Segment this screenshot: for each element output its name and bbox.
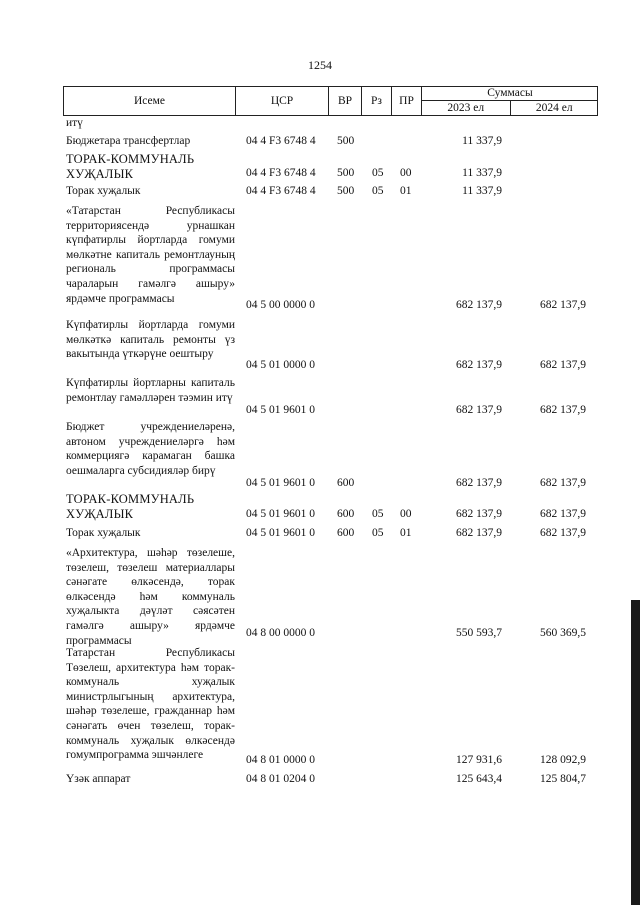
- row-name: ТОРАК-КОММУНАЛЬ ХУҖАЛЫК: [66, 152, 195, 181]
- row-csr: 04 4 F3 6748 4: [246, 135, 316, 147]
- row-sum-2023: 682 137,9: [456, 404, 502, 416]
- row-sum-2024: 682 137,9: [540, 508, 586, 520]
- row-sum-2023: 682 137,9: [456, 477, 502, 489]
- row-pr: 00: [400, 508, 412, 520]
- row-rz: 05: [372, 167, 384, 179]
- page-number: 1254: [308, 58, 332, 72]
- row-sum-2023: 682 137,9: [456, 527, 502, 539]
- row-vr: 500: [337, 167, 355, 179]
- row-sum-2024: 125 804,7: [540, 773, 586, 785]
- header-csr: ЦСР: [236, 87, 329, 115]
- row-name: Күпфатирлы йортларны капиталь ремонтлау гамәлләрен тәэмин итү: [66, 377, 235, 404]
- row-vr: 600: [337, 508, 355, 520]
- row-sum-2023: 11 337,9: [462, 135, 502, 147]
- row-rz: 05: [372, 527, 384, 539]
- row-sum-2024: 682 137,9: [540, 527, 586, 539]
- header-rz: Рз: [362, 87, 392, 115]
- row-sum-2023: 125 643,4: [456, 773, 502, 785]
- row-pr: 01: [400, 527, 412, 539]
- row-name: Торак хуҗалык: [66, 527, 141, 539]
- row-rz: 05: [372, 185, 384, 197]
- header-vr: ВР: [329, 87, 362, 115]
- header-name: Исеме: [64, 87, 236, 115]
- row-csr: 04 4 F3 6748 4: [246, 185, 316, 197]
- row-name: Үзәк аппарат: [66, 773, 131, 785]
- row-sum-2024: 560 369,5: [540, 627, 586, 639]
- table-header: [63, 86, 598, 116]
- row-vr: 600: [337, 527, 355, 539]
- row-sum-2023: 550 593,7: [456, 627, 502, 639]
- row-sum-2024: 682 137,9: [540, 477, 586, 489]
- row-name: ТОРАК-КОММУНАЛЬ ХУҖАЛЫК: [66, 492, 195, 521]
- row-sum-2024: 128 092,9: [540, 754, 586, 766]
- row-name: Татарстан Республикасы Төзелеш, архитектура һәм торак-коммуналь хуҗалык министрлыгының архитектура, шәһәр төзелеше, гражданнар һәм сәнәгать өчен төзелеш, торак-коммуналь хуҗалык өлкәсендә гомумпрограмма эшчәнлеге: [66, 647, 235, 762]
- row-pr: 01: [400, 185, 412, 197]
- row-csr: 04 8 00 0000 0: [246, 627, 315, 639]
- row-vr: 500: [337, 185, 355, 197]
- row-name: Күпфатирлы йортларда гомуми мөлкәткә капиталь ремонты үз вакытында үткәрүне оештыру: [66, 319, 235, 361]
- row-sum-2024: 682 137,9: [540, 299, 586, 311]
- row-csr: 04 5 01 9601 0: [246, 477, 315, 489]
- row-sum-2024: 682 137,9: [540, 359, 586, 371]
- row-csr: 04 5 00 0000 0: [246, 299, 315, 311]
- row-name: Торак хуҗалык: [66, 185, 141, 197]
- row-name: Бюджетара трансфертлар: [66, 135, 191, 147]
- row-rz: 05: [372, 508, 384, 520]
- row-csr: 04 8 01 0204 0: [246, 773, 315, 785]
- row-sum-2023: 127 931,6: [456, 754, 502, 766]
- row-name: Бюджет учреждениеләренә, автоном учреждениеләргә һәм коммерциягә карамаган башка оешмаларга субсидияләр бирү: [66, 421, 235, 477]
- row-csr: 04 4 F3 6748 4: [246, 167, 316, 179]
- scan-edge-shadow: [631, 600, 640, 905]
- row-name: «Архитектура, шәһәр төзелеше, төзелеш, төзелеш материаллары сәнәгате өлкәсендә, торак өлкәсендә һәм коммуналь хуҗалыкта дәүләт сәясәтен гамәлгә ашыру» ярдәмче программасы: [66, 547, 235, 647]
- row-vr: 600: [337, 477, 355, 489]
- header-pr: ПР: [392, 87, 422, 115]
- row-name: «Татарстан Республикасы территориясендә урнашкан күпфатирлы йортларда гомуми мөлкәтне капиталь ремонтлауның региональ программасы чараларын гамәлгә ашыру» ярдәмче программасы: [66, 205, 235, 305]
- row-csr: 04 5 01 0000 0: [246, 359, 315, 371]
- row-sum-2024: 682 137,9: [540, 404, 586, 416]
- row-vr: 500: [337, 135, 355, 147]
- header-sums: [422, 87, 598, 115]
- row-csr: 04 8 01 0000 0: [246, 754, 315, 766]
- header-year-2024: 2024 ел: [535, 102, 573, 114]
- row-csr: 04 5 01 9601 0: [246, 508, 315, 520]
- row-sum-2023: 682 137,9: [456, 359, 502, 371]
- row-sum-2023: 682 137,9: [456, 299, 502, 311]
- header-sum-title: Суммасы: [422, 87, 598, 101]
- row-csr: 04 5 01 9601 0: [246, 527, 315, 539]
- row-sum-2023: 11 337,9: [462, 185, 502, 197]
- row-sum-2023: 11 337,9: [462, 167, 502, 179]
- header-year-2023: 2023 ел: [422, 101, 511, 116]
- row-sum-2023: 682 137,9: [456, 508, 502, 520]
- row-name: итү: [66, 117, 83, 129]
- row-csr: 04 5 01 9601 0: [246, 404, 315, 416]
- row-pr: 00: [400, 167, 412, 179]
